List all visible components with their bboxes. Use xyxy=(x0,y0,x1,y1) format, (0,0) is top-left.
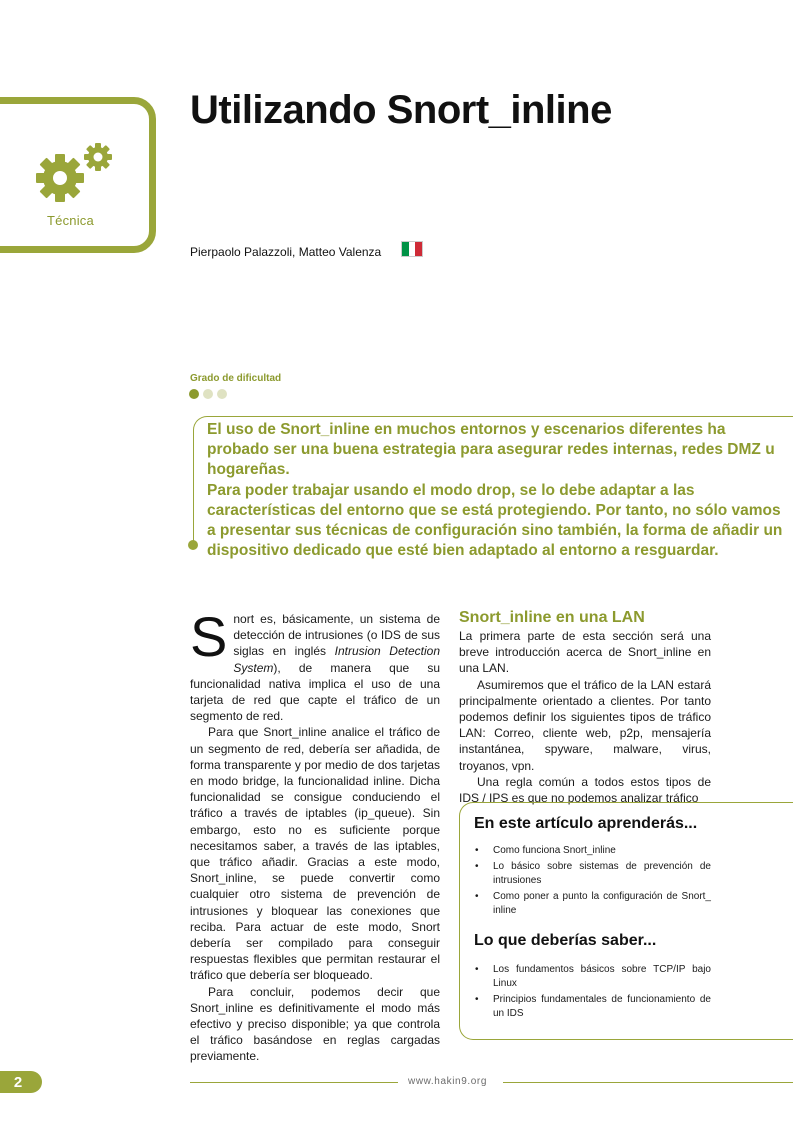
list-item: • Principios fundamentales de funcionamiento de un IDS xyxy=(475,993,711,1021)
list-item: • Como funciona Snort_inline xyxy=(475,844,711,858)
lead-paragraph xyxy=(207,420,787,561)
footer-rule-right xyxy=(503,1082,793,1083)
body-paragraph-5: Asumiremos que el tráfico de la LAN estará principalmente orientado a clientes. Por tanto podemos definir los siguientes tipos de tráfico LAN: Correo, cliente web, p2p, mensajería instantánea, spyware, malware, virus, troyanos, vpn. xyxy=(459,677,711,773)
body-emphasis: Intrusion Detection System xyxy=(233,644,440,675)
difficulty-dot xyxy=(203,389,213,399)
article-title: Utilizando Snort_inline xyxy=(190,88,612,132)
list-item: • Los fundamentos básicos sobre TCP/IP bajo Linux xyxy=(475,963,711,991)
page-number: 2 xyxy=(0,1071,42,1093)
learn-box-heading: En este artículo aprenderás... xyxy=(474,815,698,832)
body-paragraph-2: Para que Snort_inline analice el tráfico de un segmento de red, debería ser añadida, de forma transparente y por medio de dos tarjetas en modo bridge, la funcionalidad inline. Dicha funcionalidad se consigue conduciendo el tráfico a través de iptables (ip_queue). Sin embargo, esto no es suficiente porque necesitamos saber, a través de las iptables, que tráfico añadir. Gracias a este modo, Snort_inline, se puede convertir como cualquier otro sistema de prevención de intrusiones y bloquear las conexiones que reciba. Para actuar de este modo, Snort debería ser compilado para conseguir respuestas flexibles que permitan restaurar el tráfico que debería ser bloqueado. xyxy=(190,725,440,983)
list-item: • Como poner a punto la configuración de Snort_ inline xyxy=(475,890,711,918)
gears-icon xyxy=(28,140,118,212)
body-paragraph-6: Una regla común a todos estos tipos de IDS / IPS es que no podemos analizar tráfico xyxy=(459,774,711,806)
lead-paragraph-2: Para poder trabajar usando el modo drop, se lo debe adaptar a las características del entorno que se está protegiendo. Por tanto, no sólo vamos a presentar sus técnicas de configuración sino también, la forma de añadir un dispositivo dedicado que esté bien adaptado al entorno a resguardar. xyxy=(207,481,783,560)
flag-stripe-red xyxy=(415,242,422,256)
difficulty-dot xyxy=(189,389,199,399)
list-item: • Lo básico sobre sistemas de prevención de intrusiones xyxy=(475,860,711,888)
difficulty-dot xyxy=(217,389,227,399)
italy-flag-icon xyxy=(401,241,423,257)
lead-paragraph-1: El uso de Snort_inline en muchos entornos y escenarios diferentes ha probado ser una buena estrategia para asegurar redes internas, redes DMZ u hogareñas. xyxy=(207,421,775,479)
body-paragraph-3: Para concluir, podemos decir que Snort_inline es definitivamente el modo más efectivo y preciso disponible; ya que controla el tráfico basándose en reglas cargadas previamente. xyxy=(190,984,440,1064)
body-column-right xyxy=(459,628,711,806)
section-heading-lan: Snort_inline en una LAN xyxy=(459,609,645,626)
lead-bullet-dot xyxy=(188,540,198,550)
know-box-list xyxy=(475,963,711,1023)
flag-stripe-white xyxy=(409,242,416,256)
learn-box-list xyxy=(475,844,711,920)
difficulty-rating xyxy=(189,389,227,399)
article-authors: Pierpaolo Palazzoli, Matteo Valenza xyxy=(190,245,382,259)
body-column-left xyxy=(190,605,440,1065)
body-paragraph-4: La primera parte de esta sección será una breve introducción acerca de Snort_inline en una LAN. xyxy=(459,629,711,676)
difficulty-label: Grado de dificultad xyxy=(190,373,282,384)
body-paragraph-1: Snort es, básicamente, un sistema de detección de intrusiones (o IDS de sus siglas en inglés Intrusion Detection System), de manera que su funcionalidad nativa implica el uso de una tarjeta de red que capte el tráfico de un segmento de red. xyxy=(190,605,440,724)
drop-cap: S xyxy=(190,605,228,668)
know-box-heading: Lo que deberías saber... xyxy=(474,932,657,949)
flag-stripe-green xyxy=(402,242,409,256)
footer-rule-left xyxy=(190,1082,398,1083)
section-label: Técnica xyxy=(47,213,94,228)
footer-url: www.hakin9.org xyxy=(408,1076,487,1087)
